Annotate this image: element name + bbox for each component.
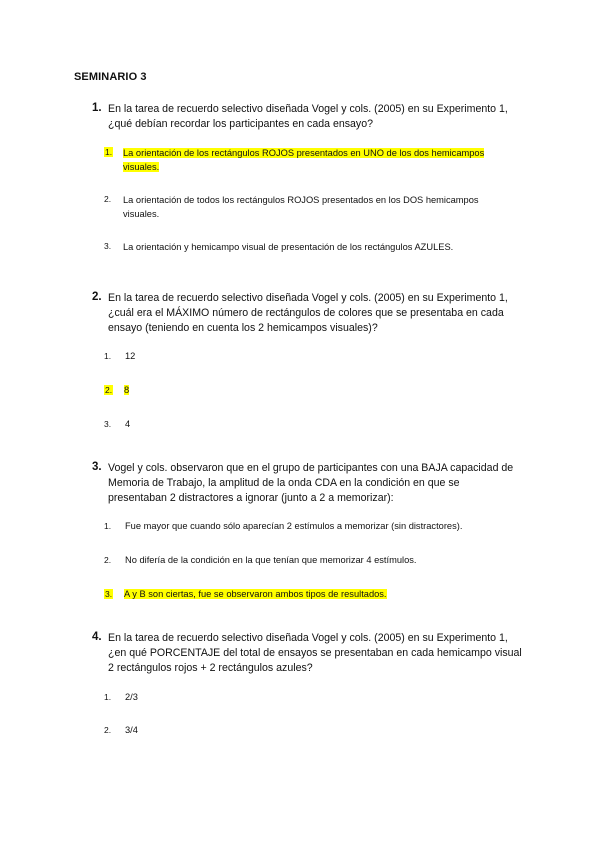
- option-text: [125, 690, 525, 704]
- option-line: 2/3: [125, 692, 138, 702]
- question-line: En la tarea de recuerdo selectivo diseñada Vogel y cols. (2005) en su Experimento 1,: [108, 103, 508, 115]
- option-number: 1.: [104, 351, 112, 361]
- page-title: SEMINARIO 3: [74, 71, 147, 83]
- option-text: [124, 383, 524, 397]
- option-text: [125, 553, 525, 567]
- question-number: 2.: [92, 291, 102, 303]
- option-line: 4: [125, 419, 131, 429]
- option-text: [123, 146, 523, 174]
- option-text: [125, 723, 525, 737]
- option-number: 2.: [105, 385, 113, 395]
- question-line: ¿en qué PORCENTAJE del total de ensayos se presentaban en cada hemicampo visual: [108, 647, 522, 659]
- option-number: 1.: [104, 692, 112, 702]
- question-line: En la tarea de recuerdo selectivo diseñada Vogel y cols. (2005) en su Experimento 1,: [108, 632, 508, 644]
- option-text: [123, 240, 523, 254]
- option-line: Fue mayor que cuando sólo aparecían 2 estímulos a memorizar (sin distractores).: [125, 521, 463, 531]
- option-text: [125, 349, 525, 363]
- question-text: [108, 631, 540, 676]
- option-text: [125, 519, 525, 533]
- question-line: ¿qué debían recordar los participantes en cada ensayo?: [108, 118, 374, 130]
- question-number: 1.: [92, 102, 102, 114]
- option-line: 3/4: [125, 725, 138, 735]
- question-text: [108, 291, 540, 336]
- option-number: 2.: [104, 194, 112, 204]
- option-line: La orientación de todos los rectángulos ROJOS presentados en los DOS hemicampos: [123, 195, 479, 205]
- option-line: 8: [124, 385, 130, 395]
- question-line: ensayo (teniendo en cuenta los 2 hemicampos visuales)?: [108, 322, 378, 334]
- option-line: La orientación de los rectángulos ROJOS presentados en UNO de los dos hemicampos: [123, 148, 485, 158]
- option-number: 3.: [104, 419, 112, 429]
- option-line: No difería de la condición en la que tenían que memorizar 4 estímulos.: [125, 555, 417, 565]
- option-text: [124, 587, 524, 601]
- option-line: 12: [125, 351, 136, 361]
- option-number: 2.: [104, 725, 112, 735]
- question-number: 3.: [92, 461, 102, 473]
- option-line: visuales.: [123, 209, 160, 219]
- question-line: presentaban 2 distractores a ignorar (junto a 2 a memorizar):: [108, 492, 394, 504]
- option-number: 1.: [105, 147, 113, 157]
- option-number: 3.: [105, 589, 113, 599]
- question-line: En la tarea de recuerdo selectivo diseñada Vogel y cols. (2005) en su Experimento 1,: [108, 292, 508, 304]
- question-line: 2 rectángulos rojos + 2 rectángulos azules?: [108, 662, 313, 674]
- option-line: visuales.: [123, 162, 160, 172]
- question-text: [108, 102, 540, 132]
- option-text: [125, 417, 525, 431]
- question-number: 4.: [92, 631, 102, 643]
- question-line: Memoria de Trabajo, la amplitud de la onda CDA en la condición en que se: [108, 477, 460, 489]
- option-number: 2.: [104, 555, 112, 565]
- question-text: [108, 461, 540, 506]
- question-line: ¿cuál era el MÁXIMO número de rectángulos de colores que se presentaba en cada: [108, 307, 504, 319]
- option-line: A y B son ciertas, fue se observaron ambos tipos de resultados.: [124, 589, 387, 599]
- option-number: 3.: [104, 241, 112, 251]
- option-line: La orientación y hemicampo visual de presentación de los rectángulos AZULES.: [123, 242, 454, 252]
- question-line: Vogel y cols. observaron que en el grupo de participantes con una BAJA capacidad de: [108, 462, 514, 474]
- option-number: 1.: [104, 521, 112, 531]
- option-text: [123, 193, 523, 221]
